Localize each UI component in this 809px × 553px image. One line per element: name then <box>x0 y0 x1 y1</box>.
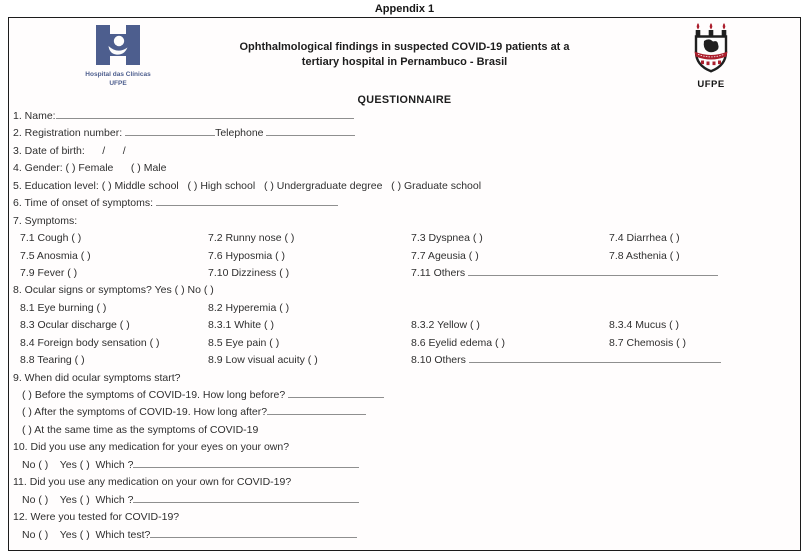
q9-after-blank-line <box>267 404 366 415</box>
question-12-heading: 12. Were you tested for COVID-19? <box>13 511 180 524</box>
question-3: 3. Date of birth: / / <box>13 144 126 157</box>
ocular-row-4 <box>11 352 797 369</box>
form-title-line2: tertiary hospital in Pernambuco - Brasil <box>301 56 508 68</box>
question-11-heading: 11. Did you use any medication on your own for COVID-19? <box>13 476 292 489</box>
symptoms-others-blank-line <box>468 265 718 276</box>
q10-answer-label: No ( ) Yes ( ) Which ? <box>22 458 134 471</box>
name-blank-line <box>56 108 354 119</box>
symptoms-row-3 <box>11 265 797 282</box>
ocular-item: 8.3.1 White ( ) <box>208 319 274 332</box>
question-1-label: 1. Name: <box>13 110 56 122</box>
symptom-item: 7.1 Cough ( ) <box>20 232 82 245</box>
question-10-heading: 10. Did you use any medication for your eyes on your own? <box>13 441 290 454</box>
ocular-item: 8.1 Eye burning ( ) <box>20 301 107 314</box>
ufpe-crest <box>684 22 738 90</box>
q10-which-blank-line <box>133 457 359 468</box>
question-6 <box>11 195 797 212</box>
ocular-item: 8.5 Eye pain ( ) <box>208 336 280 349</box>
question-9-option-after <box>11 404 797 421</box>
question-9-option-before <box>11 387 797 404</box>
question-2-label: 2. Registration number: <box>13 127 126 140</box>
question-12-answer <box>11 527 797 544</box>
symptom-item: 7.7 Ageusia ( ) <box>411 249 479 262</box>
symptoms-row-1 <box>11 230 797 247</box>
question-2 <box>11 125 797 142</box>
registration-blank-line <box>125 125 215 136</box>
symptom-item: 7.2 Runny nose ( ) <box>208 232 295 245</box>
ocular-others-blank-line <box>469 352 721 363</box>
questionnaire-body <box>11 108 797 544</box>
questionnaire-form-box <box>8 17 801 551</box>
ocular-item: 8.3.2 Yellow ( ) <box>411 319 480 332</box>
symptoms-others-label: 7.11 Others <box>411 266 469 279</box>
symptom-item: 7.4 Diarrhea ( ) <box>609 232 680 245</box>
hospital-logo-caption-line2: UFPE <box>109 79 127 87</box>
ufpe-crest-icon <box>688 61 734 78</box>
symptom-item-others <box>411 265 797 282</box>
symptom-item: 7.6 Hyposmia ( ) <box>208 249 286 262</box>
question-11-answer <box>11 492 797 509</box>
ocular-item-others <box>411 352 797 369</box>
symptoms-row-2 <box>11 248 797 265</box>
hospital-logo-icon <box>89 52 147 69</box>
ocular-item: 8.3 Ocular discharge ( ) <box>20 319 130 332</box>
symptom-item: 7.3 Dyspnea ( ) <box>411 232 483 245</box>
symptom-item: 7.9 Fever ( ) <box>20 266 78 279</box>
ocular-item: 8.4 Foreign body sensation ( ) <box>20 336 160 349</box>
hospital-logo-caption-line1: Hospital das Clínicas <box>85 71 151 78</box>
ocular-item: 8.2 Hyperemia ( ) <box>208 301 290 314</box>
ocular-item: 8.3.4 Mucus ( ) <box>609 319 680 332</box>
ocular-row-1 <box>11 300 797 317</box>
ocular-item: 8.9 Low visual acuity ( ) <box>208 354 318 367</box>
form-title-line1: Ophthalmological findings in suspected COVID-19 patients at a <box>239 41 570 53</box>
question-4: 4. Gender: ( ) Female ( ) Male <box>13 162 167 175</box>
question-5: 5. Education level: ( ) Middle school ( ) High school ( ) Undergraduate degree ( ) Graduate school <box>13 179 482 192</box>
symptom-item: 7.5 Anosmia ( ) <box>20 249 91 262</box>
q12-test-blank-line <box>150 527 357 538</box>
appendix-title: Appendix 1 <box>374 3 435 15</box>
hospital-das-clinicas-logo <box>79 25 157 87</box>
q9-before-label: ( ) Before the symptoms of COVID-19. How long before? <box>22 389 289 401</box>
q12-answer-label: No ( ) Yes ( ) Which test? <box>22 528 151 541</box>
ufpe-crest-caption: UFPE <box>697 79 725 90</box>
q9-before-blank-line <box>288 387 384 398</box>
q11-answer-label: No ( ) Yes ( ) Which ? <box>22 493 134 506</box>
question-9-heading: 9. When did ocular symptoms start? <box>13 371 181 384</box>
telephone-label: Telephone <box>215 127 267 140</box>
symptom-item: 7.8 Asthenia ( ) <box>609 249 680 262</box>
ocular-others-label: 8.10 Others <box>411 354 469 367</box>
questionnaire-heading: QUESTIONNAIRE <box>357 94 452 106</box>
question-6-label: 6. Time of onset of symptoms: <box>13 197 156 210</box>
question-9-option-same-time: ( ) At the same time as the symptoms of COVID-19 <box>22 423 259 436</box>
q9-after-label: ( ) After the symptoms of COVID-19. How long after? <box>22 406 268 419</box>
question-10-answer <box>11 457 797 474</box>
ocular-item: 8.8 Tearing ( ) <box>20 354 85 367</box>
ocular-item: 8.6 Eyelid edema ( ) <box>411 336 505 349</box>
q11-which-blank-line <box>133 492 359 503</box>
question-1 <box>11 108 797 125</box>
ocular-item: 8.7 Chemosis ( ) <box>609 336 687 349</box>
symptom-item: 7.10 Dizziness ( ) <box>208 266 290 279</box>
question-8-heading: 8. Ocular signs or symptoms? Yes ( ) No ( ) <box>13 284 214 297</box>
onset-blank-line <box>156 195 338 206</box>
form-title <box>179 40 630 70</box>
question-7-heading: 7. Symptoms: <box>13 214 78 227</box>
ocular-row-3 <box>11 335 797 352</box>
ocular-row-2 <box>11 317 797 334</box>
telephone-blank-line <box>266 125 355 136</box>
